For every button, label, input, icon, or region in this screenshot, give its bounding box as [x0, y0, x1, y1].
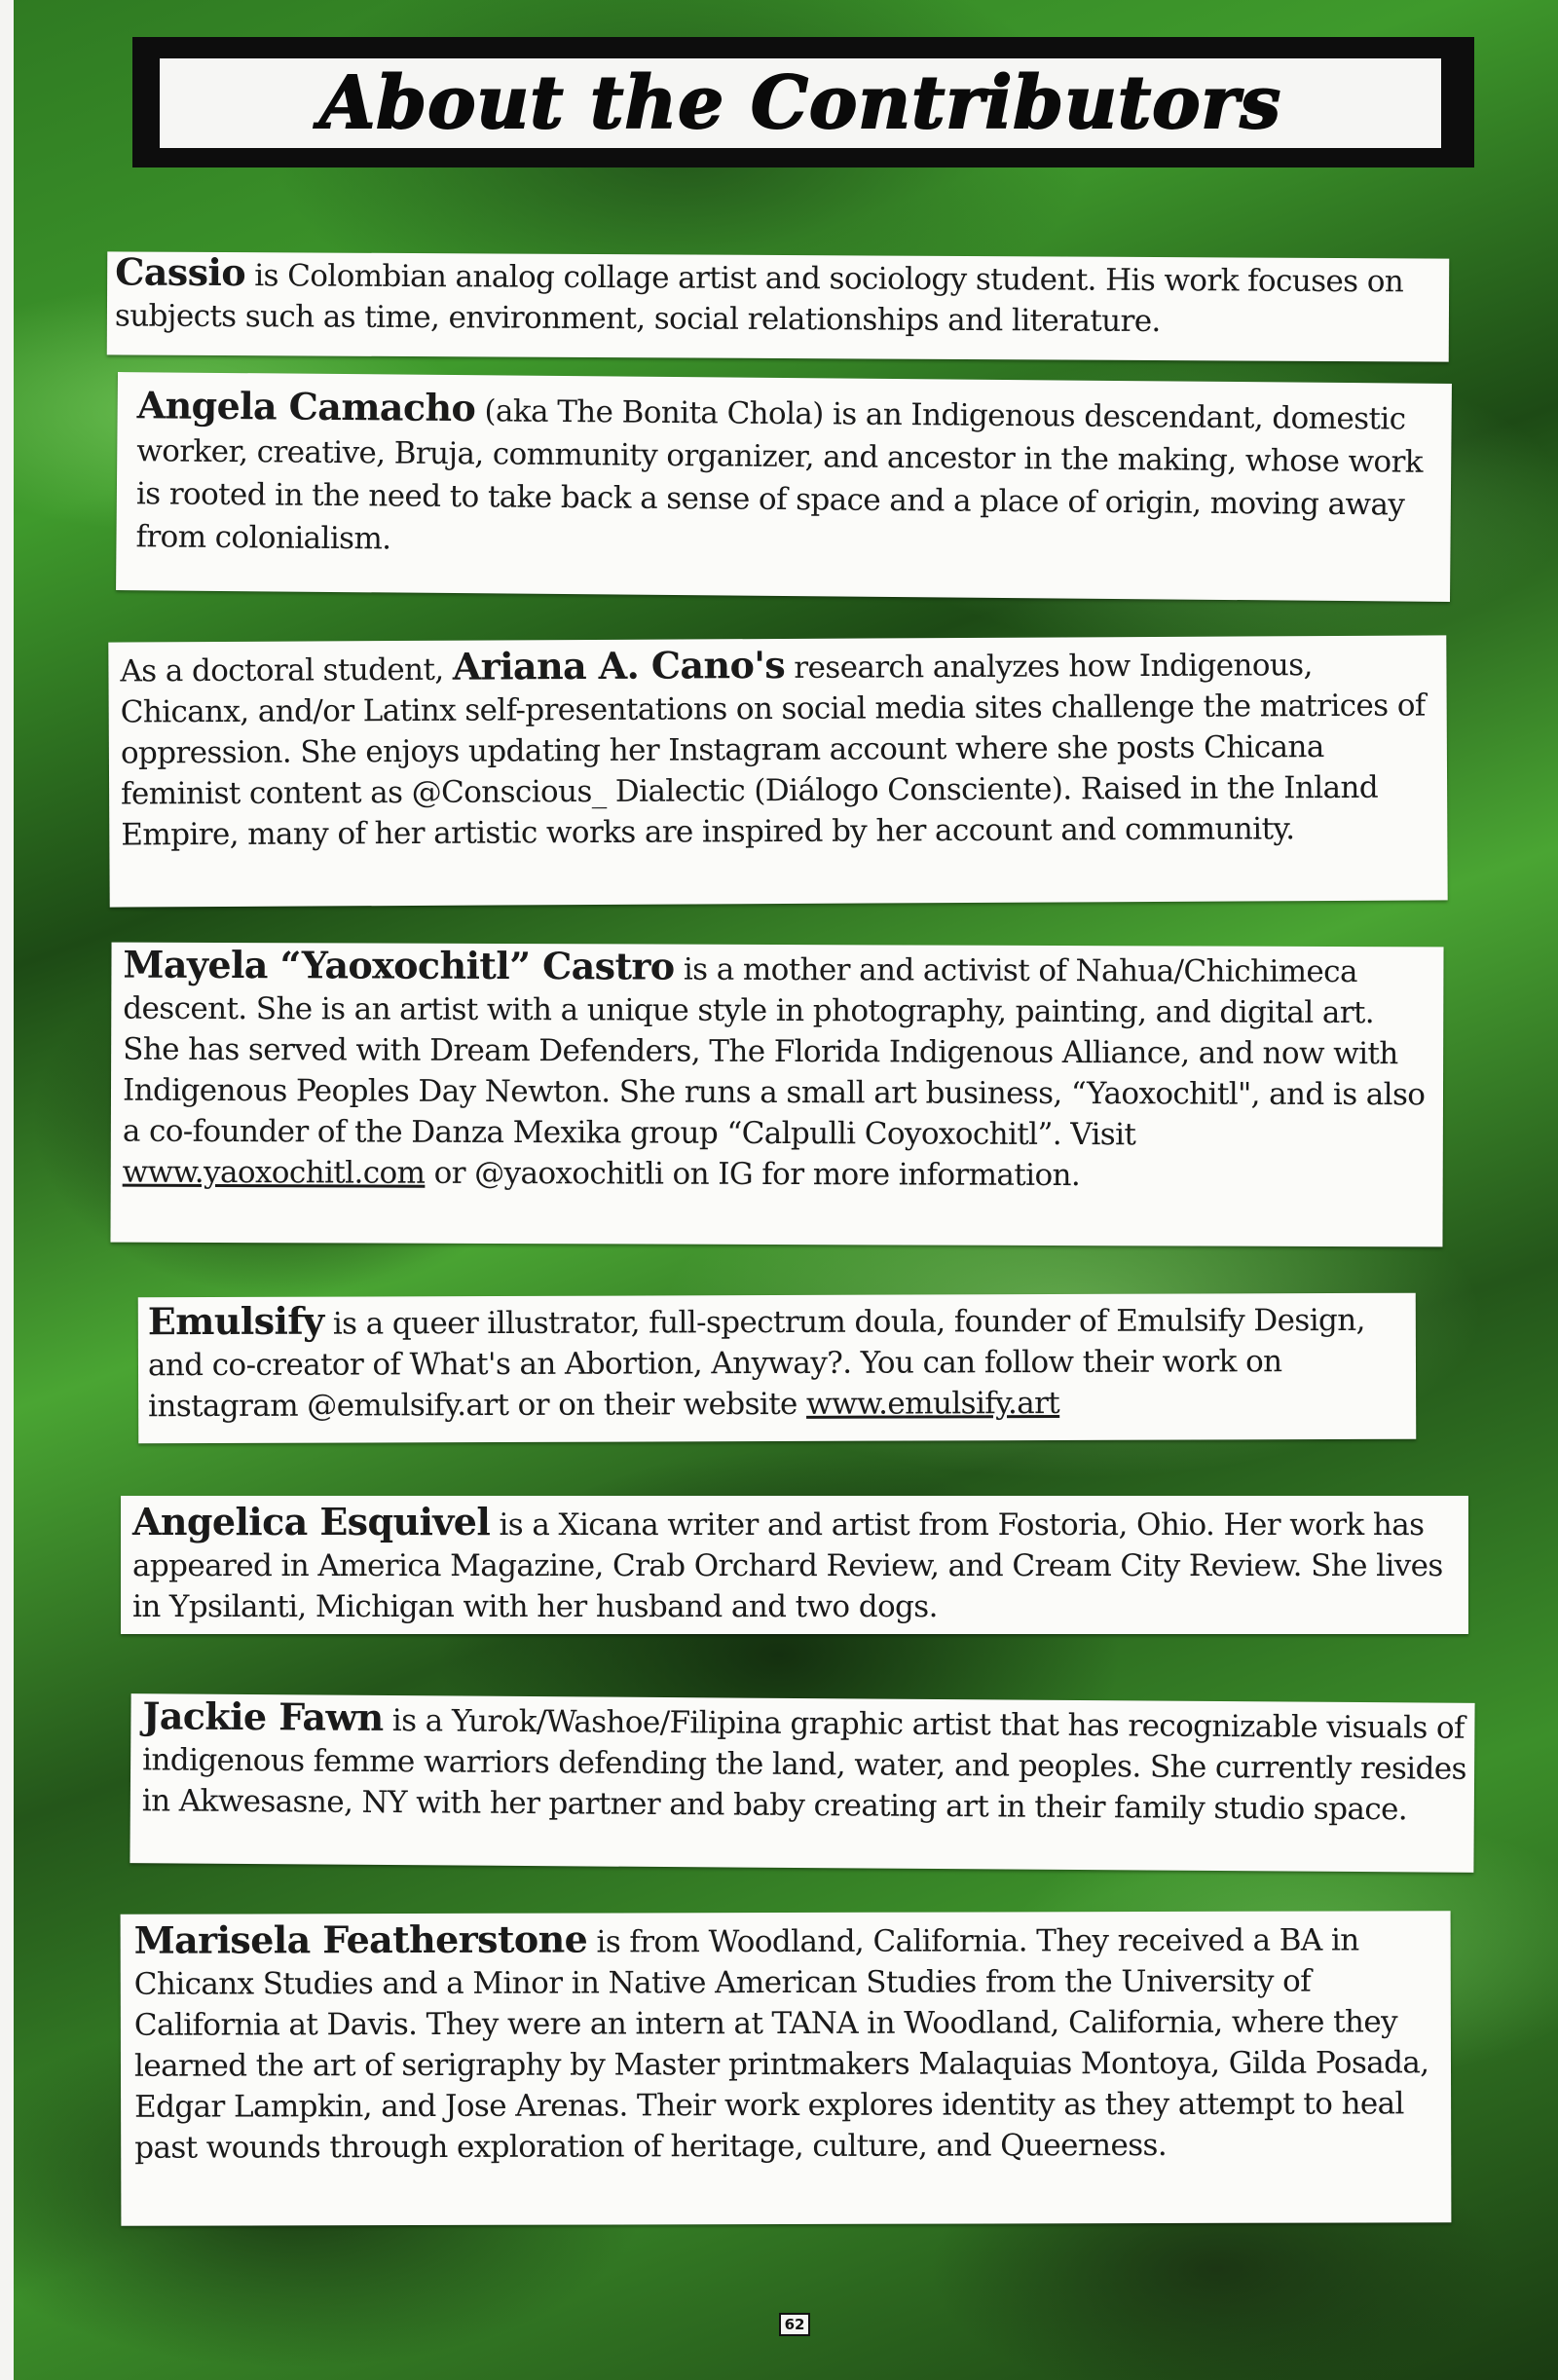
contributor-name: Angela Camacho: [136, 383, 476, 430]
contributor-name: Jackie Fawn: [142, 1693, 384, 1739]
bio-emulsify: [138, 1293, 1417, 1444]
bio-ariana-cano: [108, 635, 1447, 907]
website-link[interactable]: www.yaoxochitl.com: [122, 1154, 426, 1191]
contributor-bio-text-end: or @yaoxochitli on IG for more information.: [425, 1155, 1081, 1194]
contributor-name: Angelica Esquivel: [132, 1500, 491, 1543]
bio-cassio: [107, 251, 1450, 361]
contributor-bio-text: is a Yurok/Washoe/Filipina graphic artist that has recognizable visuals of indigenous femme warriors defending the land, water, and peoples. She currently resides in Akwesasne, NY with her partner and baby creating art in their family studio space.: [141, 1702, 1466, 1828]
page-number: 62: [779, 2313, 810, 2336]
page-title: About the Contributors: [318, 61, 1282, 145]
contributor-name: Cassio: [115, 249, 246, 295]
contributor-bio-text: is a queer illustrator, full-spectrum doula, founder of Emulsify Design, and co-creator of What's an Abortion, Anyway?. You can follow their work on instagram @emulsify.art or on their website: [147, 1302, 1365, 1425]
bio-angelica-esquivel: [121, 1496, 1468, 1634]
title-paper: [160, 58, 1441, 148]
contributor-name: Emulsify: [147, 1298, 324, 1344]
bio-jackie-fawn: [130, 1693, 1474, 1873]
bio-angela-camacho: [116, 372, 1452, 602]
website-link[interactable]: www.emulsify.art: [805, 1385, 1060, 1422]
contributor-name: Mayela “Yaoxochitl” Castro: [123, 942, 675, 988]
page-edge-strip: [0, 0, 14, 2380]
contributor-bio-text: (aka The Bonita Chola) is an Indigenous descendant, domestic worker, creative, Bruja, community organizer, and ancestor in the making, whose work is rooted in the need to take back a sense of space and a place of origin, moving away from colonialism.: [135, 393, 1424, 557]
contributor-name: Ariana A. Cano's: [452, 642, 786, 688]
contributor-bio-text: research analyzes how Indigenous, Chicanx, and/or Latinx self-presentations on social media sites challenge the matrices of oppression. She enjoys updating her Instagram account where she posts Chicana feminist content as @Conscious_ Dialectic (Diálogo Consciente). Raised in the Inland Empire, many of her artistic works are inspired by her account and community.: [120, 648, 1426, 853]
contributor-bio-intro: As a doctoral student,: [120, 651, 453, 689]
contributor-bio-text: is a mother and activist of Nahua/Chichimeca descent. She is an artist with a unique style in photography, painting, and digital art. She has served with Dream Defenders, The Florida Indigenous Alliance, and now with Indigenous Peoples Day Newton. She runs a small art business, “Yaoxochitl", and is also a co-founder of the Danza Mexika group “Calpulli Coyoxochitl”. Visit: [122, 951, 1426, 1153]
contributor-name: Marisela Featherstone: [133, 1916, 588, 1962]
contributor-bio-text: is from Woodland, California. They received a BA in Chicanx Studies and a Minor in Native American Studies from the University of California at Davis. They were an intern at TANA in Woodland, California, where they learned the art of serigraphy by Master printmakers Malaquias Montoya, Gilda Posada, Edgar Lampkin, and Jose Arenas. Their work explores identity as they attempt to heal past wounds through exploration of heritage, culture, and Queerness.: [133, 1922, 1429, 2166]
title-banner: [132, 37, 1474, 167]
bio-mayela-castro: [110, 943, 1443, 1247]
bio-marisela-featherstone: [121, 1911, 1452, 2226]
contributor-bio-text: is a Xicana writer and artist from Fostoria, Ohio. Her work has appeared in America Magazine, Crab Orchard Review, and Cream City Review. She lives in Ypsilanti, Michigan with her husband and two dogs.: [132, 1507, 1443, 1624]
contributor-bio-text: is Colombian analog collage artist and sociology student. His work focuses on subjects such as time, environment, social relationships and literature.: [114, 258, 1404, 340]
